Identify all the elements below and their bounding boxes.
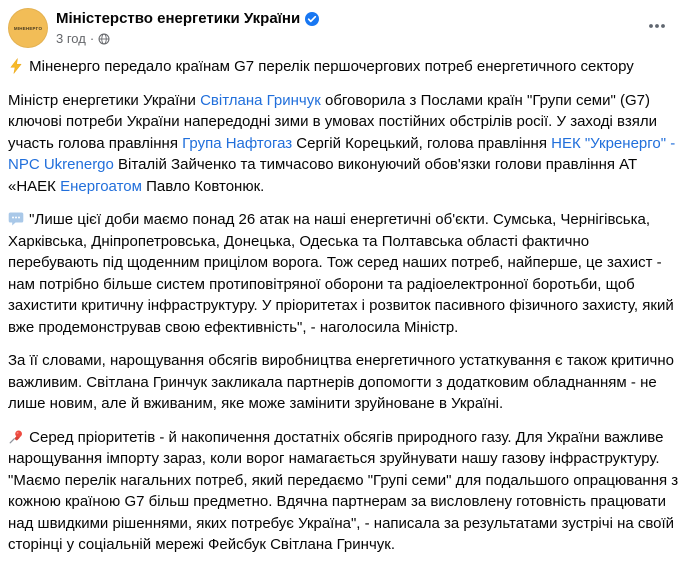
post-text: Міністр енергетики України (8, 91, 201, 109)
post-body (8, 52, 681, 556)
post-meta (56, 30, 319, 47)
post-text: обговорила з Послами країн "Групи семи" (G7) ключові потреби України напередодні зими в умовах постійних обстрілів росії. У заході взяли участь голова правління (8, 91, 657, 152)
page-link-naftogaz[interactable]: Група Нафтогаз (182, 134, 293, 152)
verified-badge-icon (305, 12, 319, 26)
post-text: "Лише цієї доби маємо понад 26 атак на наші енергетичні об'єкти. Сумська, Чернігівська, Харківська, Дніпропетровська, Донецька, Одеська та Полтавська області фактично перебувають під щоденним прицілом ворога. Тож серед наших потреб, найперше, це захист - нам потрібно більше систем протиповітряної оборони та радіоелектронної боротьби, щоб захистити критичну інфраструктуру. У пріоритетах і розвиток пасивного фізичного захисту, який вже продемонстрував свою ефективність", - наголосила Міністр. (8, 211, 674, 336)
post-paragraph (8, 209, 681, 338)
header-text-block (56, 8, 319, 47)
page-name-link[interactable]: Міністерство енергетики України (56, 10, 301, 27)
profile-link-svitlana-hrynchuk[interactable]: Світлана Гринчук (200, 91, 321, 109)
post-text: За її словами, нарощування обсягів виробництва енергетичного устаткування є також критично важливим. Світлана Гринчук закликала партнерів допомогти з додатковим обладнанням - не лише новим, але й вживаним, яке може замінити зруйноване в Україні. (8, 352, 674, 412)
post-paragraph (8, 90, 681, 198)
post-text: Віталій Зайченко та тимчасово виконуючий обов'язки голови правління АТ «НАЕК (8, 156, 638, 195)
post-text: Павло Ковтонюк. (141, 177, 265, 195)
avatar[interactable] (8, 8, 48, 48)
timestamp[interactable]: 3 год (56, 31, 86, 46)
more-horizontal-icon (647, 16, 667, 36)
lightning-bolt-emoji (8, 58, 24, 74)
post-paragraph (8, 56, 681, 78)
post-paragraph (8, 427, 681, 556)
speech-balloon-emoji (8, 211, 24, 227)
page-link-ukrenergo[interactable]: НЕК "Укренерго" - NPC Ukrenergo (8, 134, 676, 173)
globe-icon (98, 33, 110, 45)
avatar-wordmark: МІНЕНЕРГО (13, 25, 43, 31)
page-link-energoatom[interactable]: Енергоатом (60, 177, 142, 195)
post-text: Сергій Корецький, голова правління (292, 134, 552, 152)
more-options-button[interactable] (641, 14, 673, 38)
post-paragraph (8, 350, 681, 415)
post-text: Міненерго передало країнам G7 перелік першочергових потреб енергетичного сектору (25, 58, 634, 75)
post-header (8, 6, 681, 52)
post-text: Серед пріоритетів - й накопичення достатніх обсягів природного газу. Для України важливе нарощування імпорту зараз, коли ворог намагається зруйнувати нашу газову інфраструктуру. "Маємо перелік нагальних потреб, який передаємо "Групі семи" для подальшого опрацювання з кожною країною G7 більш предметно. Вдячна партнерам за висловлену готовність працювати над швидкими рішеннями, яких потребує Україна", - написала за результатами зустрічі на своїй сторінці у соціальній мережі Фейсбук Світлана Гринчук. (8, 428, 679, 553)
meta-separator: · (89, 31, 95, 46)
round-pushpin-emoji (8, 429, 24, 445)
